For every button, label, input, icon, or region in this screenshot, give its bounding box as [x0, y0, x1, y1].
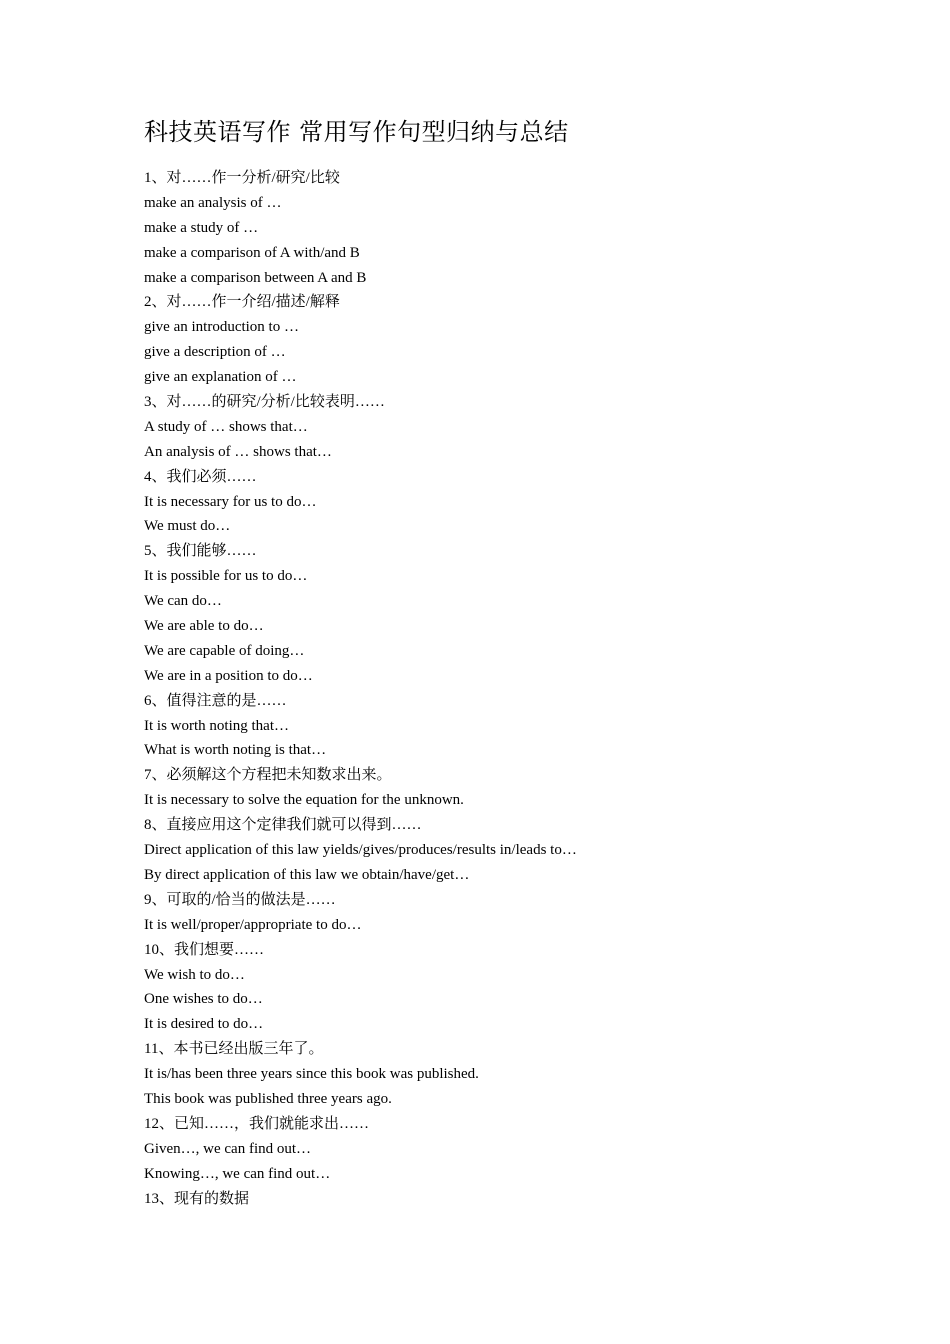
document-title: 科技英语写作 常用写作句型归纳与总结	[144, 118, 569, 146]
text-line: 8、直接应用这个定律我们就可以得到……	[144, 817, 422, 834]
text-line: It is well/proper/appropriate to do…	[144, 916, 362, 933]
text-line: An analysis of … shows that…	[144, 443, 332, 460]
text-line: One wishes to do…	[144, 991, 263, 1008]
text-line: 4、我们必须……	[144, 468, 257, 485]
text-line: It is possible for us to do…	[144, 568, 308, 585]
text-line: By direct application of this law we obtain/have/get…	[144, 866, 470, 883]
text-line: We can do…	[144, 593, 222, 610]
text-line: 9、可取的/恰当的做法是……	[144, 891, 336, 908]
text-line: give an explanation of …	[144, 369, 297, 386]
text-line: give an introduction to …	[144, 319, 299, 336]
text-line: make a comparison between A and B	[144, 269, 367, 286]
text-line: 7、必须解这个方程把未知数求出来。	[144, 767, 392, 784]
text-line: It is desired to do…	[144, 1016, 264, 1033]
text-line: We are capable of doing…	[144, 642, 305, 659]
text-line: make a comparison of A with/and B	[144, 244, 360, 261]
text-line: 6、值得注意的是……	[144, 692, 287, 709]
text-line: 1、对……作一分析/研究/比较	[144, 170, 340, 186]
document-body	[144, 166, 904, 1211]
text-line: 13、现有的数据	[144, 1190, 250, 1207]
text-line: 12、已知……，我们就能求出……	[144, 1115, 370, 1132]
text-line: Knowing…, we can find out…	[144, 1165, 331, 1182]
text-line: We are in a position to do…	[144, 667, 313, 684]
text-line: 10、我们想要……	[144, 941, 265, 958]
text-line: We must do…	[144, 518, 231, 535]
text-line: We are able to do…	[144, 618, 264, 635]
text-line: What is worth noting is that…	[144, 742, 327, 759]
text-line: 11、本书已经出版三年了。	[144, 1041, 324, 1058]
text-line: give a description of …	[144, 344, 286, 361]
text-line: It is worth noting that…	[144, 717, 289, 734]
text-line: A study of … shows that…	[144, 418, 308, 435]
text-line: 2、对……作一介绍/描述/解释	[144, 294, 340, 311]
text-line: make an analysis of …	[144, 194, 282, 211]
text-line: 5、我们能够……	[144, 543, 257, 560]
text-line: It is/has been three years since this book was published.	[144, 1066, 479, 1083]
text-line: We wish to do…	[144, 966, 245, 983]
text-line: It is necessary for us to do…	[144, 493, 317, 510]
text-line: 3、对……的研究/分析/比较表明……	[144, 394, 385, 411]
text-line: Given…, we can find out…	[144, 1140, 312, 1157]
text-line: make a study of …	[144, 219, 259, 236]
text-line: This book was published three years ago.	[144, 1090, 392, 1107]
text-line: It is necessary to solve the equation for the unknown.	[144, 792, 464, 809]
text-line: Direct application of this law yields/gives/produces/results in/leads to…	[144, 842, 577, 859]
